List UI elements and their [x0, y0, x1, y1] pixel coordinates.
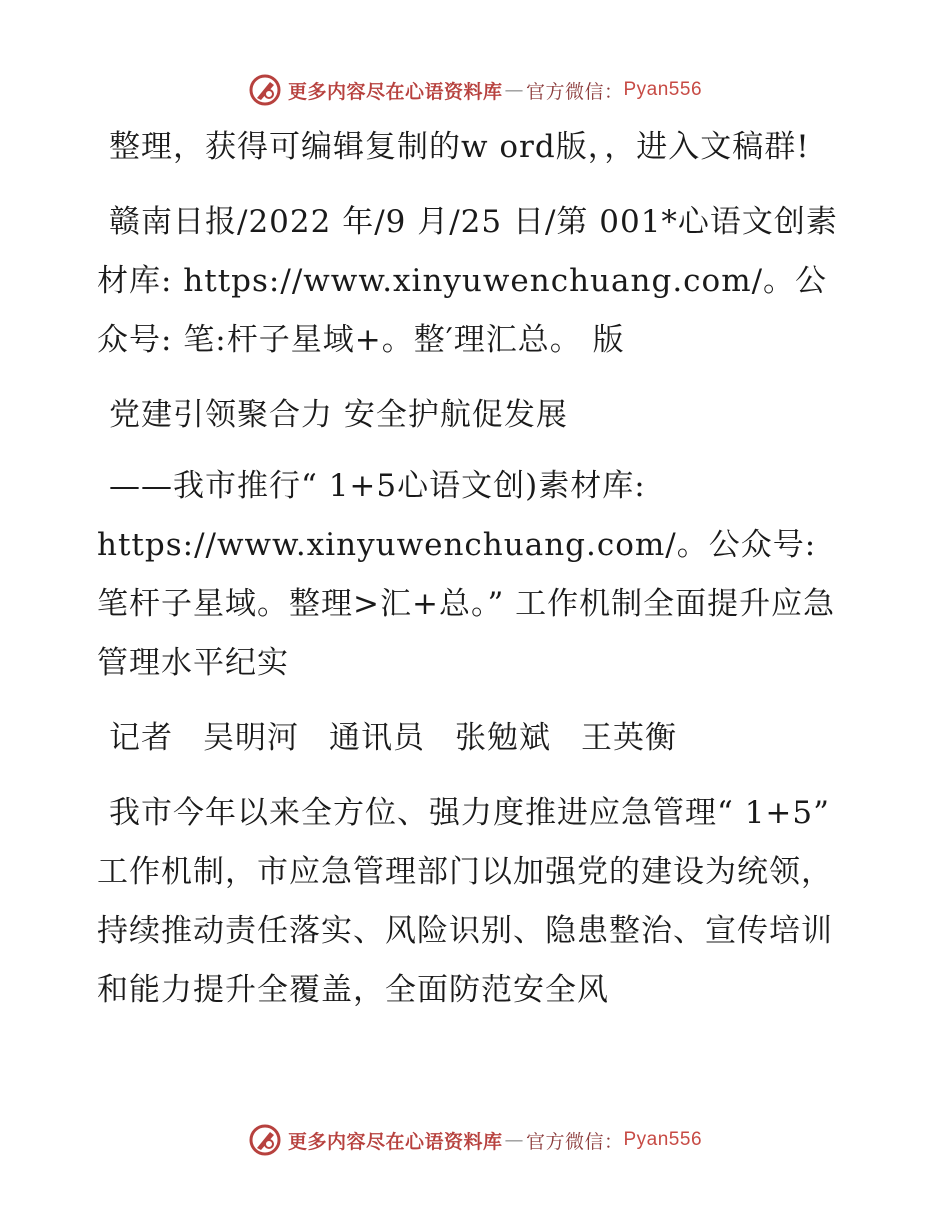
byline-reporter: 吴明河: [203, 720, 299, 756]
pen-logo-icon: [248, 1123, 282, 1157]
banner-wechat-id: Pyan556: [623, 79, 703, 100]
banner-sub-text: 官方微信：: [525, 80, 624, 103]
paragraph-intro: 整理，获得可编辑复制的w ord版，，进入文稿群!: [109, 129, 810, 165]
article-subtitle: ——我市推行“ 1+5心语文创)素材库: https://www.xinyuwenchuang.com/。公众号: 笔杆子星域。整理>汇+总。” 工作机制全面提升应急管理水平纪实: [97, 468, 836, 681]
document-body: [97, 118, 857, 1036]
banner-dash: —: [504, 79, 524, 101]
paragraph-source: 赣南日报/2022 年/9 月/25 日/第 001*心语文创素材库: https://www.xinyuwenchuang.com/。公众号: 笔:杆子星域+。整′理汇总。 版: [97, 204, 838, 358]
banner-main-text: 更多内容尽在心语资料库: [287, 1130, 503, 1153]
byline: [97, 709, 857, 768]
header-banner: [0, 70, 950, 110]
pen-logo-icon: [248, 73, 282, 107]
article-title: 党建引领聚合力 安全护航促发展: [109, 397, 568, 433]
byline-correspondent-label: 通讯员: [329, 720, 425, 756]
byline-correspondent-2: 王英衡: [581, 720, 677, 756]
banner-wechat-id: Pyan556: [623, 1129, 703, 1150]
byline-correspondent-1: 张勉斌: [455, 720, 551, 756]
banner-dash: —: [504, 1129, 524, 1151]
banner-main-text: 更多内容尽在心语资料库: [287, 80, 503, 103]
paragraph-body: 我市今年以来全方位、强力度推进应急管理“ 1+5” 工作机制，市应急管理部门以加强党的建设为统领，持续推动责任落实、风险识别、隐患整治、宣传培训和能力提升全覆盖，全面防范安全风: [97, 795, 833, 1008]
banner-sub-text: 官方微信：: [525, 1130, 624, 1153]
footer-banner: [0, 1120, 950, 1160]
byline-reporter-label: 记者: [109, 720, 173, 756]
